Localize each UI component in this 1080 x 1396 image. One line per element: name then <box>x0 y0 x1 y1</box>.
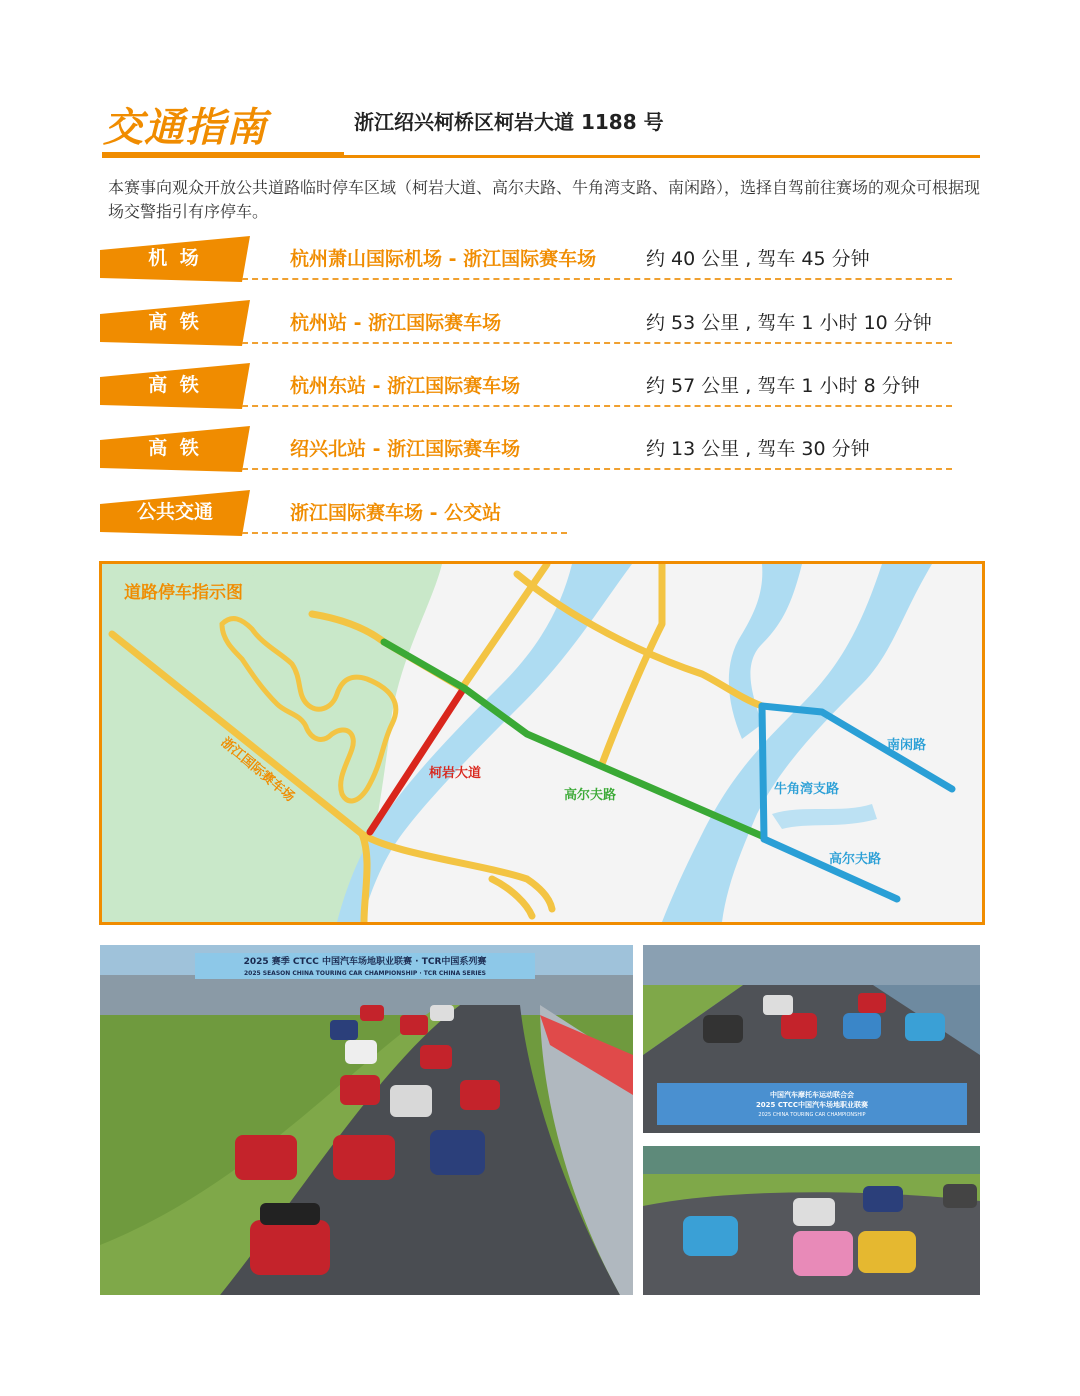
route-tag <box>100 363 248 407</box>
race-photo-corner <box>643 1146 980 1295</box>
venue-address: 浙江绍兴柯桥区柯岩大道 1188 号 <box>354 110 664 134</box>
route-info: 约 40 公里 , 驾车 45 分钟 <box>646 248 870 270</box>
route-name: 杭州东站 - 浙江国际赛车场 <box>290 375 521 397</box>
route-name: 浙江国际赛车场 - 公交站 <box>290 502 502 524</box>
map-label-keyan-avenue: 柯岩大道 <box>429 766 482 781</box>
map-label-golf-road-green: 高尔夫路 <box>564 788 617 803</box>
race-photo-main <box>100 945 633 1295</box>
route-tag-label: 高 铁 <box>148 437 202 459</box>
route-row-hangzhou-station <box>100 300 960 352</box>
route-tag-label: 高 铁 <box>148 311 202 333</box>
banner-main-en: 2025 SEASON CHINA TOURING CAR CHAMPIONSHIP · TCR CHINA SERIES <box>243 970 487 977</box>
banner-main-text: 2025 赛季 CTCC 中国汽车场地职业联赛 · TCR中国系列赛 <box>243 957 487 967</box>
route-row-hangzhou-east <box>100 363 960 415</box>
route-info: 约 53 公里 , 驾车 1 小时 10 分钟 <box>646 312 932 334</box>
route-tag-label: 公共交通 <box>136 501 213 523</box>
route-row-public-transport <box>100 490 960 542</box>
route-divider <box>242 342 952 344</box>
route-row-shaoxing-north <box>100 426 960 478</box>
route-divider <box>242 468 952 470</box>
route-tag <box>100 490 248 534</box>
banner-right-en: 2025 CHINA TOURING CAR CHAMPIONSHIP <box>758 1112 866 1118</box>
map-label-nanxian-road: 南闲路 <box>887 738 927 753</box>
route-divider <box>242 278 952 280</box>
banner-right-cn: 中国汽车摩托车运动联合会 <box>770 1091 854 1099</box>
header-rule-thin <box>344 155 980 158</box>
header-rule-thick <box>102 152 344 158</box>
route-tag <box>100 426 248 470</box>
route-name: 绍兴北站 - 浙江国际赛车场 <box>290 438 521 460</box>
route-tag <box>100 300 248 344</box>
map-label-circuit: 浙江国际赛车场 <box>217 735 298 806</box>
route-divider <box>242 532 567 534</box>
route-name: 杭州萧山国际机场 - 浙江国际赛车场 <box>290 248 597 270</box>
route-tag-label: 高 铁 <box>148 374 202 396</box>
route-info: 约 57 公里 , 驾车 1 小时 8 分钟 <box>646 375 920 397</box>
map-label-niujiaowan-road: 牛角湾支路 <box>774 782 840 797</box>
route-divider <box>242 405 952 407</box>
parking-map <box>99 561 985 925</box>
map-title: 道路停车指示图 <box>124 583 243 603</box>
map-label-golf-road-blue: 高尔夫路 <box>829 852 882 867</box>
race-photo-start-grid <box>643 945 980 1133</box>
route-tag <box>100 236 248 280</box>
route-tag-label: 机 场 <box>148 247 202 269</box>
banner-right-sub: 2025 CTCC中国汽车场地职业联赛 <box>755 1101 869 1109</box>
page-title: 交通指南 <box>103 105 267 151</box>
route-name: 杭州站 - 浙江国际赛车场 <box>290 312 502 334</box>
route-row-airport <box>100 236 960 288</box>
route-info: 约 13 公里 , 驾车 30 分钟 <box>646 438 870 460</box>
intro-paragraph: 本赛事向观众开放公共道路临时停车区域（柯岩大道、高尔夫路、牛角湾支路、南闲路），选择自驾前往赛场的观众可根据现场交警指引有序停车。 <box>108 178 981 221</box>
